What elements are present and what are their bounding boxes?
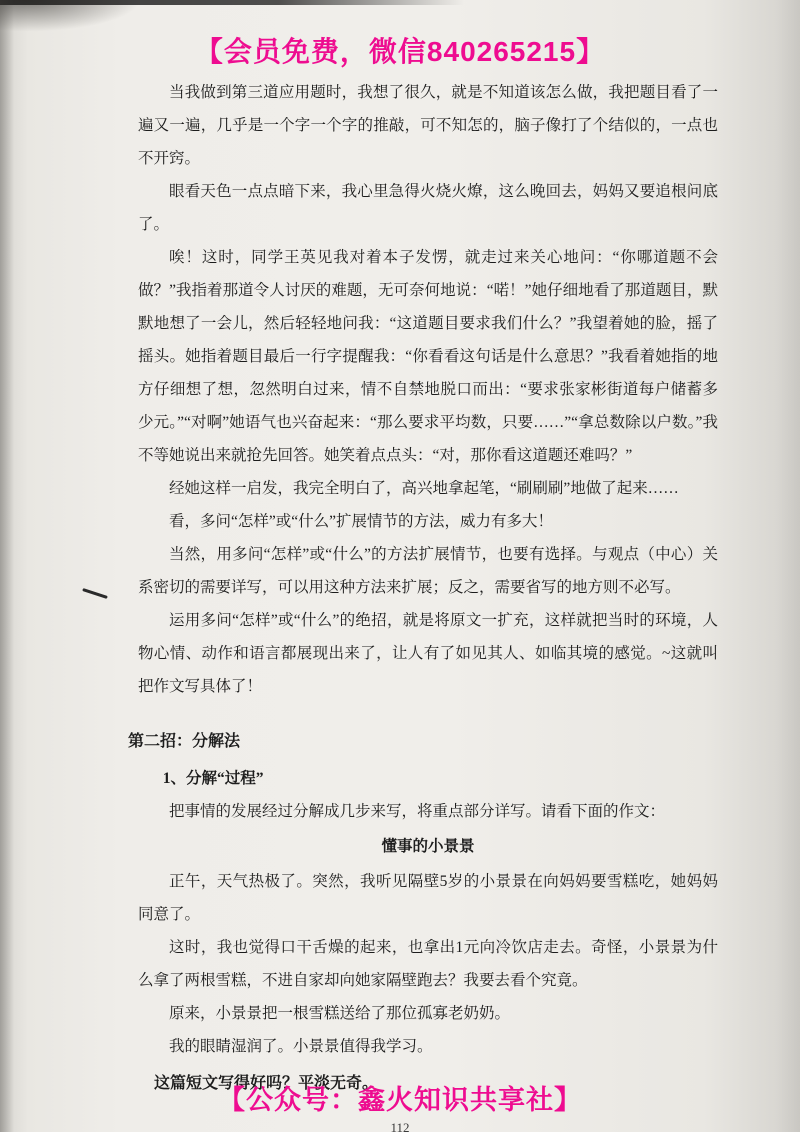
footer-banner: 【公众号：鑫火知识共享社】: [218, 1085, 582, 1115]
sub-heading: 1、分解“过程”: [162, 770, 264, 787]
paragraph: 运用多问“怎样”或“什么”的绝招，就是将原文一扩充，这样就把当时的环境，人物心情、动作和语言都展现出来了，让人有了如见其人、如临其境的感觉。~这就叫把作文写具体了！: [138, 612, 718, 695]
closing-line: 这篇短文写得好吗？平淡无奇。: [154, 1075, 379, 1092]
scan-artifact-stray-mark: [82, 588, 108, 599]
essay-title: 懂事的小景景: [381, 838, 475, 855]
paragraph: 当我做到第三道应用题时，我想了很久，就是不知道该怎么做，我把题目看了一遍又一遍，几乎是一个字一个字的推敲，可不知怎的，脑子像打了个结似的，一点也不开窍。: [138, 84, 718, 167]
paragraph: 当然，用多问“怎样”或“什么”的方法扩展情节，也要有选择。与观点（中心）关系密切的需要详写，可以用这种方法来扩展；反之，需要省写的地方则不必写。: [138, 546, 718, 596]
paragraph: 我的眼睛湿润了。小景景值得我学习。: [169, 1038, 433, 1055]
paragraph: 唉！这时，同学王英见我对着本子发愣，就走过来关心地问：“你哪道题不会做？”我指着那道令人讨厌的难题，无可奈何地说：“喏！”她仔细地看了那道题目，默默地想了一会儿，然后轻轻地问我：“这道题目要求我们什么？”我望着她的脸，摇了摇头。她指着题目最后一行字提醒我：“你看看这句话是什么意思？”我看着她指的地方仔细想了想，忽然明白过来，情不自禁地脱口而出：“要求张家彬街道每户储蓄多少元。”“对啊”她语气也兴奋起来：“那么要求平均数，只要……”“拿总数除以户数。”我不等她说出来就抢先回答。她笑着点点头：“对，那你看这道题还难吗？”: [138, 249, 718, 464]
section-heading: 第二招：分解法: [128, 733, 241, 750]
page-number: 112: [390, 1120, 410, 1132]
paragraph: 原来，小景景把一根雪糕送给了那位孤寡老奶奶。: [169, 1005, 511, 1022]
paragraph: 这时，我也觉得口干舌燥的起来，也拿出1元向冷饮店走去。奇怪，小景景为什么拿了两根雪糕，不进自家却向她家隔壁跑去？我要去看个究竟。: [138, 939, 718, 989]
paragraph: 正午，天气热极了。突然，我听见隔壁5岁的小景景在向妈妈要雪糕吃，她妈妈同意了。: [138, 873, 718, 923]
paragraph: 经她这样一启发，我完全明白了，高兴地拿起笔，“刷刷刷”地做了起来……: [169, 480, 679, 497]
paragraph: 眼看天色一点点暗下来，我心里急得火烧火燎，这么晚回去，妈妈又要追根问底了。: [138, 183, 718, 233]
paragraph: 把事情的发展经过分解成几步来写，将重点部分详写。请看下面的作文：: [169, 803, 666, 820]
header-banner: 【会员免费，微信840265215】: [194, 36, 606, 67]
scan-artifact-left-edge: [0, 0, 14, 1132]
document-body: [128, 76, 718, 1100]
paragraph: 看，多问“怎样”或“什么”扩展情节的方法，威力有多大！: [169, 513, 554, 530]
